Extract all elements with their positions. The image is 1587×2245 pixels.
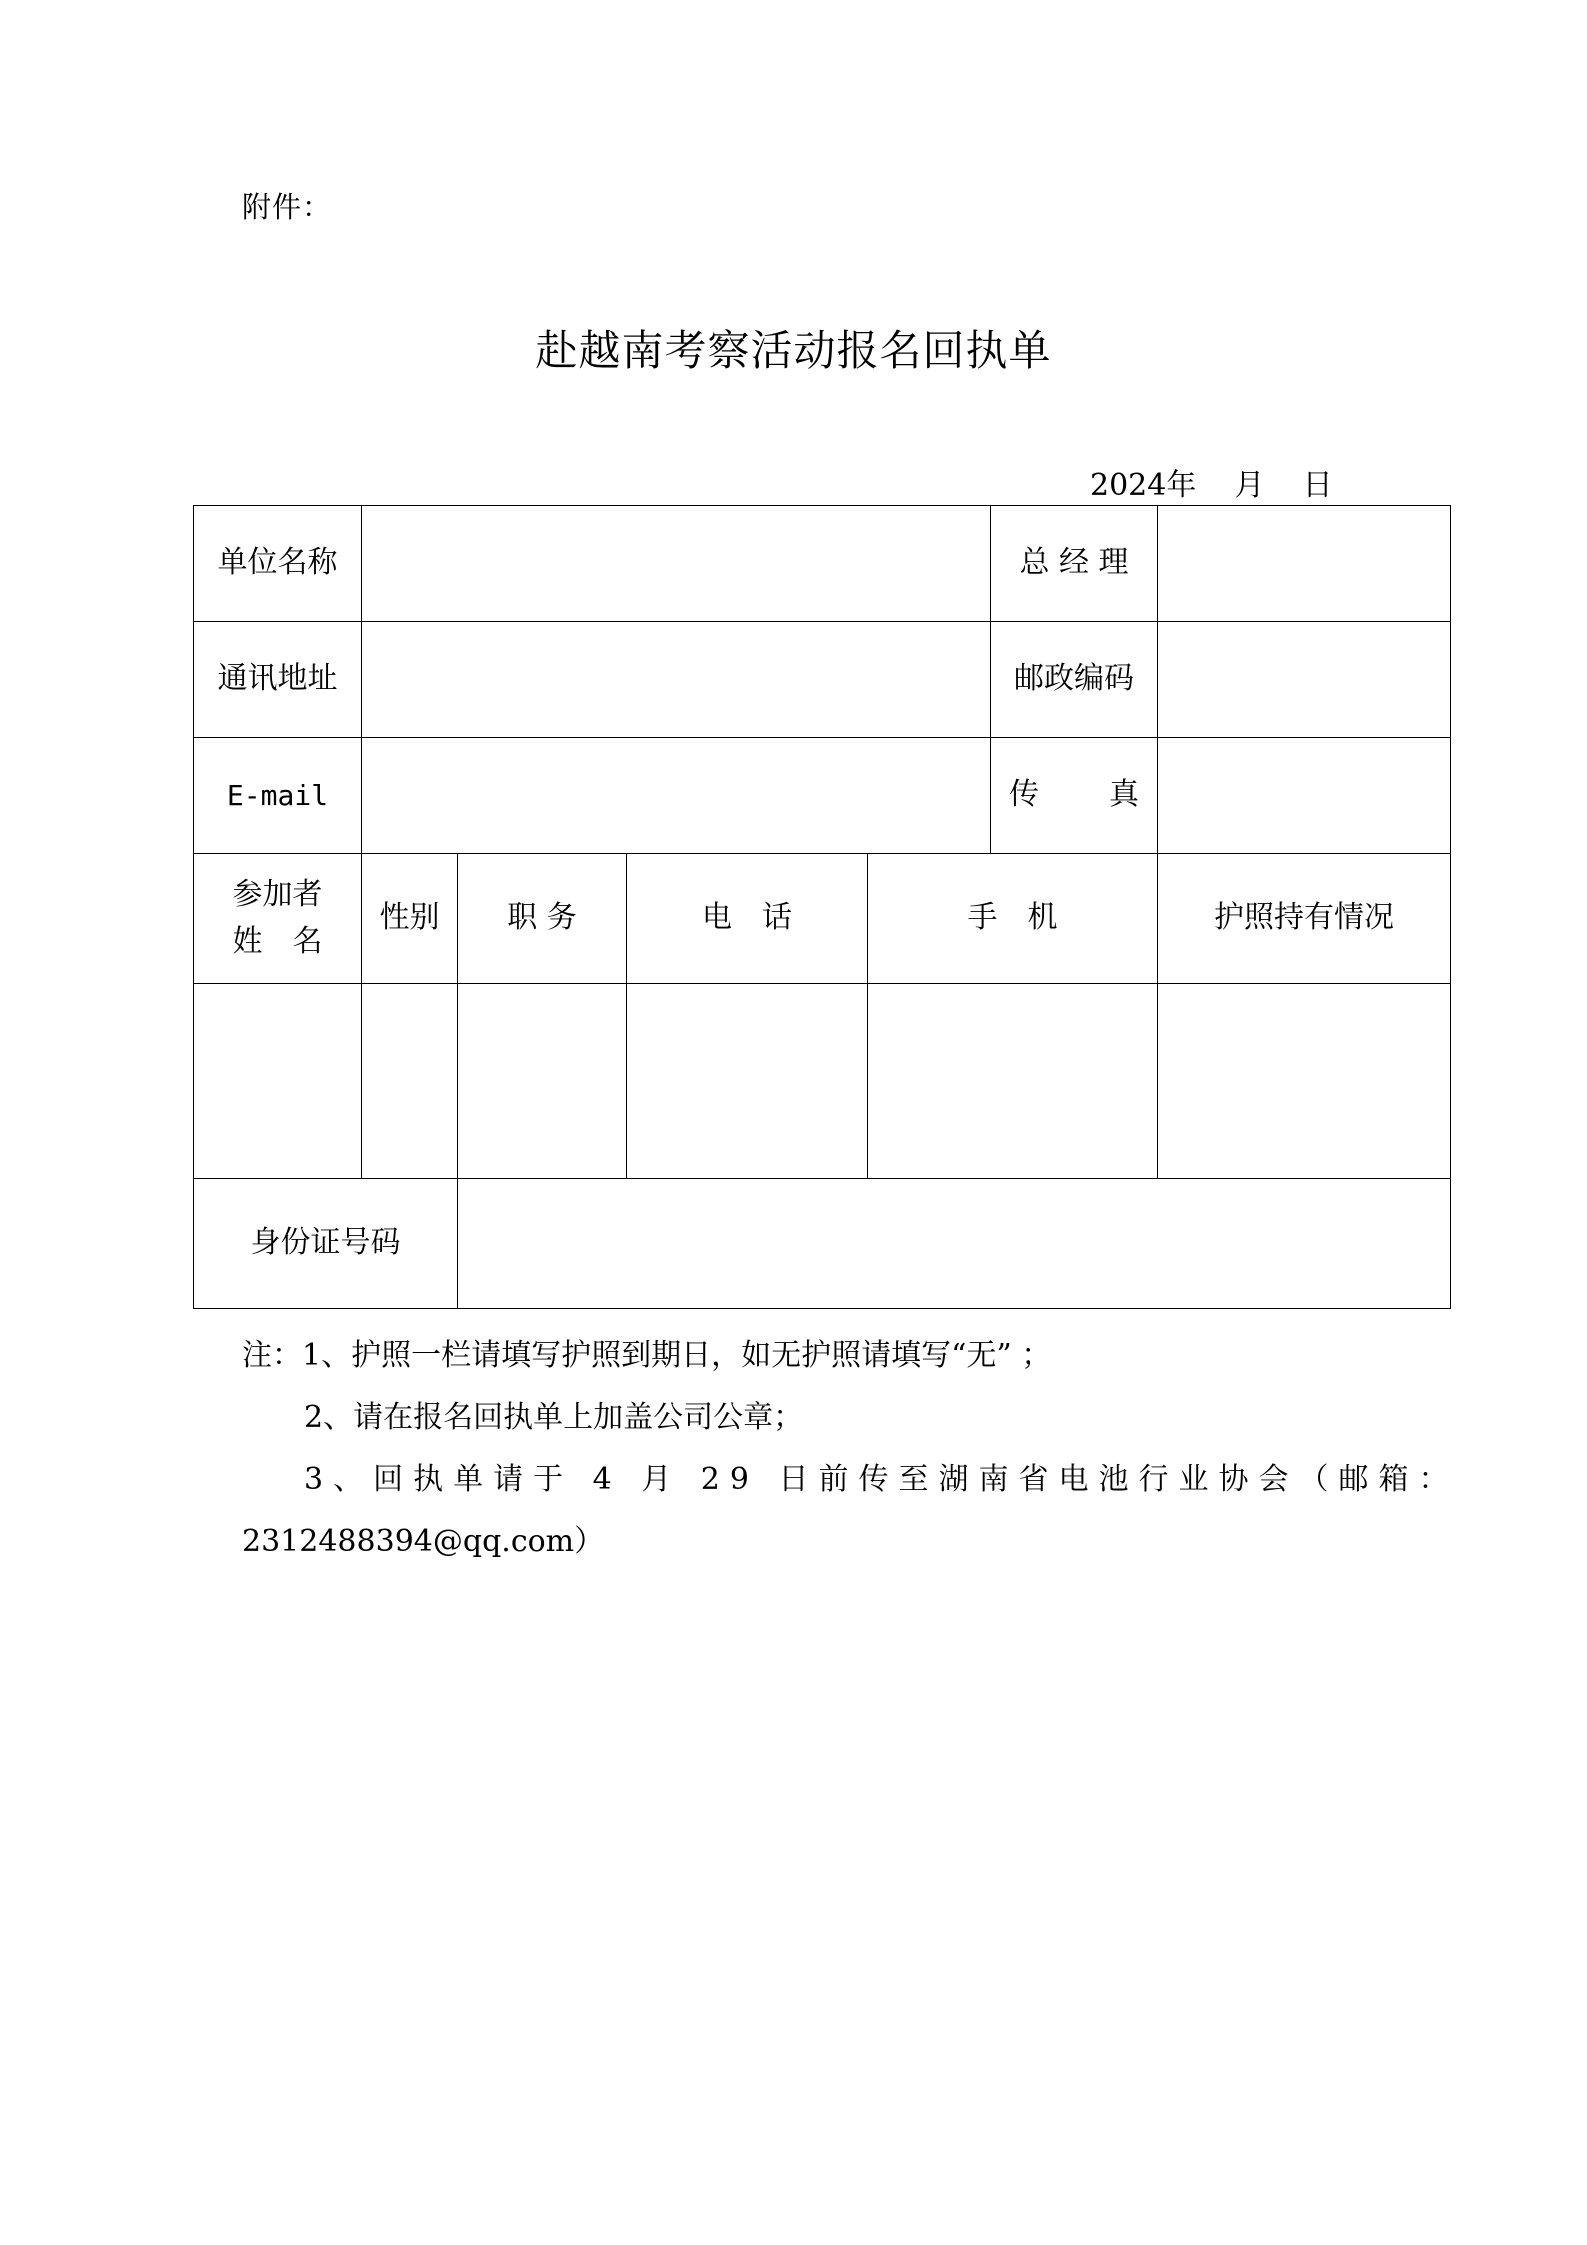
postcode-field[interactable] [1158, 622, 1451, 738]
note-1: 注：1、护照一栏请填写护照到期日，如无护照请填写“无” ； [242, 1338, 1052, 1373]
unit-name-field[interactable] [362, 506, 991, 622]
id-number-label: 身份证号码 [194, 1179, 458, 1309]
phone-header: 电 话 [627, 854, 868, 984]
row-participant-entry [194, 984, 1451, 1179]
date-month: 月 [1234, 468, 1265, 503]
gm-label: 总 经 理 [991, 506, 1158, 622]
notes-section [242, 1325, 1459, 1573]
row-email [194, 738, 1451, 854]
position-header: 职 务 [458, 854, 627, 984]
passport-field[interactable] [1158, 984, 1451, 1179]
participant-header-line-2: 姓 名 [232, 923, 323, 959]
passport-header: 护照持有情况 [1158, 854, 1451, 984]
fax-label-char-1: 传 [1009, 777, 1039, 813]
gender-field[interactable] [362, 984, 458, 1179]
registration-form-table-main [193, 505, 1451, 1309]
gender-header: 性别 [362, 854, 458, 984]
postcode-label: 邮政编码 [991, 622, 1158, 738]
document-title: 赴越南考察活动报名回执单 [535, 326, 1052, 375]
id-number-field[interactable] [458, 1179, 1451, 1309]
row-unit-name [194, 506, 1451, 622]
mobile-header: 手 机 [868, 854, 1158, 984]
row-address [194, 622, 1451, 738]
note-3: 3、回执单请于 4 月 29 日前传至湖南省电池行业协会（邮箱： [304, 1462, 1459, 1497]
fax-label-char-2: 真 [1109, 777, 1139, 813]
email-field[interactable] [362, 738, 991, 854]
fax-field[interactable] [1158, 738, 1451, 854]
email-label: E-mail [194, 738, 362, 854]
participant-header-line-1: 参加者 [232, 877, 323, 912]
date-day: 日 [1302, 468, 1333, 503]
unit-name-label: 单位名称 [194, 506, 362, 622]
date-year: 2024年 [1090, 468, 1197, 503]
note-2: 2、请在报名回执单上加盖公司公章； [304, 1400, 804, 1435]
fax-label [991, 738, 1158, 854]
gm-field[interactable] [1158, 506, 1451, 622]
date-line [1090, 460, 1333, 504]
mobile-field[interactable] [868, 984, 1158, 1179]
row-id-number [194, 1179, 1451, 1309]
row-participant-header [194, 854, 1451, 984]
participant-name-header [194, 854, 362, 984]
note-3-email: 2312488394@qq.com） [242, 1524, 605, 1559]
phone-field[interactable] [627, 984, 868, 1179]
address-label: 通讯地址 [194, 622, 362, 738]
attachment-label: 附件： [242, 190, 333, 224]
position-field[interactable] [458, 984, 627, 1179]
participant-name-field[interactable] [194, 984, 362, 1179]
address-field[interactable] [362, 622, 991, 738]
